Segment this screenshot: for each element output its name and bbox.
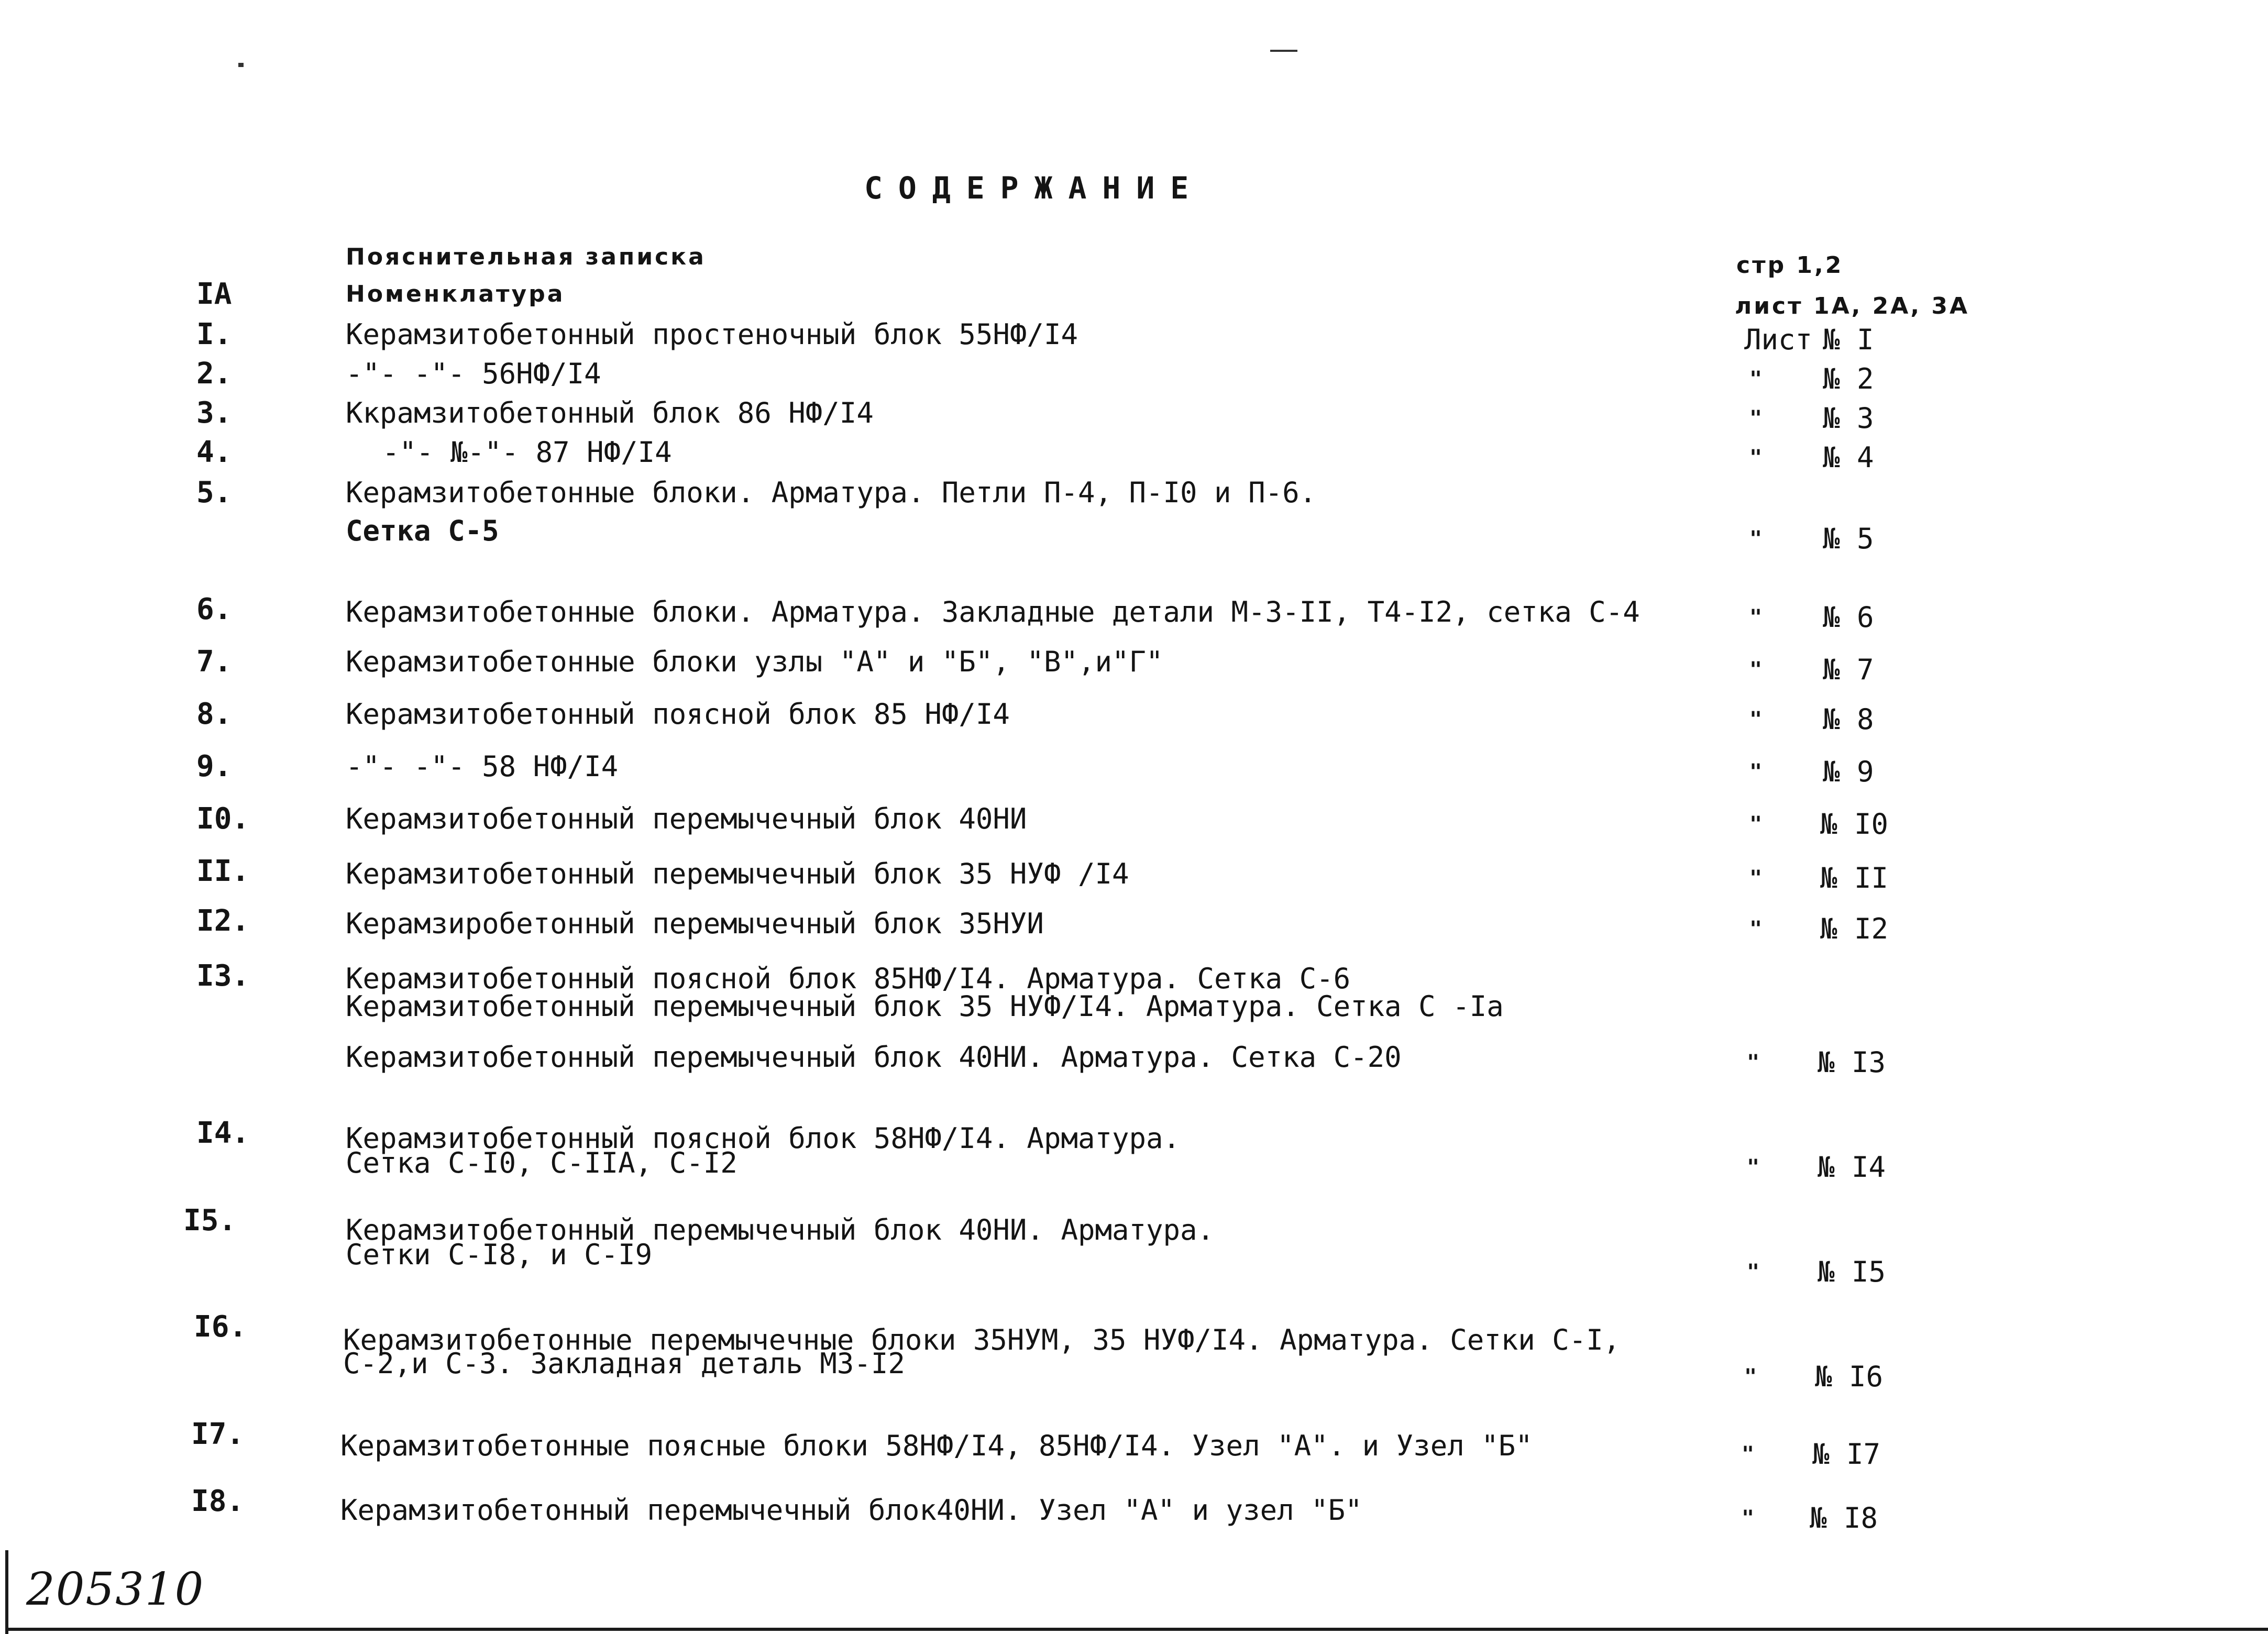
item-number: 8. [196, 697, 232, 731]
item-title: Керамзитобетонные поясные блоки 58НФ/I4, 85НФ/I4. Узел "А". и Узел "Б" [340, 1429, 1533, 1462]
item-sheet: № I0 [1820, 808, 1889, 841]
item-number: I5. [183, 1204, 237, 1238]
item-title: Керамзитобетонный перемычечный блок40НИ. Узел "А" и узел "Б" [340, 1494, 1362, 1527]
item-title-line: Сетки С-I8, и С-I9 [346, 1238, 653, 1271]
item-sheet: № 5 [1823, 522, 1874, 555]
handwritten-number: 205310 [26, 1563, 205, 1616]
item-number: I0. [196, 802, 250, 836]
item-title: Керамзиробетонный перемычечный блок 35НУИ [346, 907, 1044, 940]
ditto-mark: " [1749, 658, 1763, 682]
item-title: Керамзитобетонный перемычечный блок 40НИ. Арматура. [346, 1213, 1215, 1246]
ditto-mark: " [1742, 1442, 1755, 1466]
ditto-mark: " [1749, 708, 1763, 732]
item-title: Керамзитобетонный поясной блок 85 НФ/I4 [346, 698, 1010, 731]
item-number: I. [196, 317, 232, 351]
item-sheet: № I8 [1810, 1501, 1878, 1534]
explanatory-note-ref: стр 1,2 [1736, 252, 1844, 279]
item-number: 7. [196, 645, 232, 679]
item-sheet: № I6 [1815, 1360, 1884, 1393]
item-number: I2. [196, 904, 250, 938]
scan-dash [1270, 50, 1297, 52]
item-title: Керамзитобетонный поясной блок 58НФ/I4. Арматура. [346, 1122, 1181, 1155]
ditto-mark: " [1749, 527, 1763, 551]
item-number: I6. [194, 1310, 247, 1344]
ditto-mark: " [1749, 760, 1763, 784]
item-sheet: № II [1820, 862, 1889, 895]
ditto-mark: " [1747, 1260, 1760, 1284]
item-title: -"- -"- 56НФ/I4 [346, 357, 601, 390]
item-sheet: № 2 [1823, 362, 1874, 395]
page-title: СОДЕРЖАНИЕ [864, 170, 1205, 206]
item-number: 3. [196, 396, 232, 430]
ditto-mark: " [1749, 866, 1763, 890]
item-number: 9. [196, 749, 232, 783]
item-sheet: № I7 [1812, 1438, 1881, 1471]
nomenclature-number: IA [196, 277, 232, 311]
ditto-mark: " [1744, 1365, 1757, 1389]
item-sheet: № 8 [1823, 703, 1874, 736]
item-title: Керамзитобетонный простеночный блок 55НФ/I4 [346, 318, 1078, 351]
ditto-mark: " [1747, 1155, 1760, 1179]
ditto-mark: " [1749, 605, 1763, 630]
frame-bottom-line [5, 1628, 2268, 1631]
item-number: 2. [196, 357, 232, 391]
item-sheet: № I2 [1820, 912, 1889, 945]
nomenclature-label: Номенклатура [346, 281, 565, 307]
item-title-line: С-2,и С-3. Закладная деталь МЗ-I2 [343, 1347, 905, 1380]
ditto-mark: " [1749, 917, 1763, 941]
item-number: I4. [196, 1116, 250, 1150]
scan-speck [238, 63, 244, 67]
item-sheet: № 4 [1823, 441, 1874, 474]
item-sheet: № I4 [1818, 1151, 1886, 1184]
item-number: I3. [196, 959, 250, 993]
item-title: -"- -"- 58 НФ/I4 [346, 750, 619, 783]
item-title: Керамзитобетонные блоки узлы "А" и "Б", "В",и"Г" [346, 645, 1163, 678]
item-title: Керамзитобетонный перемычечный блок 35 НУФ /I4 [346, 857, 1129, 890]
item-title: Ккрамзитобетонный блок 86 НФ/I4 [346, 396, 874, 429]
item-number: 6. [196, 592, 232, 626]
ditto-mark: " [1747, 1051, 1760, 1075]
ditto-mark: " [1749, 406, 1763, 430]
ditto-mark: " [1749, 367, 1763, 391]
item-title-line: Сетка С-I0, С-IIА, С-I2 [346, 1146, 737, 1179]
item-title: Керамзитобетонный поясной блок 85НФ/I4. Арматура. Сетка С-6 [346, 962, 1351, 995]
ditto-mark: " [1742, 1506, 1755, 1530]
item-number: II. [196, 854, 250, 888]
frame-left-line [5, 1550, 8, 1634]
item-sheet: № I3 [1818, 1046, 1886, 1079]
item-title-line: Керамзитобетонный перемычечный блок 35 НУФ/I4. Арматура. Сетка С -Iа [346, 990, 1504, 1023]
item-title: Керамзитобетонные перемычечные блоки 35НУМ, 35 НУФ/I4. Арматура. Сетки С-I, [343, 1323, 1621, 1356]
item-number: 4. [196, 435, 232, 469]
ditto-mark: " [1749, 446, 1763, 470]
item-title: Керамзитобетонные блоки. Арматура. Закладные детали М-3-II, Т4-I2, сетка С-4 [346, 595, 1640, 628]
item-sheet: № 6 [1823, 601, 1874, 634]
item-number: I8. [191, 1484, 245, 1518]
nomenclature-ref: лист 1А, 2А, 3А [1735, 293, 1970, 319]
item-title-line: Сетка С-5 [346, 514, 499, 547]
item-sheet: № 3 [1823, 402, 1874, 435]
item-title: Керамзитобетонный перемычечный блок 40НИ [346, 802, 1027, 835]
item-sheet: № 7 [1823, 653, 1874, 686]
item-sheet: № 9 [1823, 755, 1874, 788]
explanatory-note-label: Пояснительная записка [346, 244, 706, 270]
item-title-line: Керамзитобетонный перемычечный блок 40НИ. Арматура. Сетка С-20 [346, 1041, 1402, 1074]
sheet-column-head: Лист [1744, 323, 1813, 356]
item-number: 5. [196, 476, 232, 510]
item-title: -"- №-"- 87 НФ/I4 [382, 436, 672, 469]
item-title: Керамзитобетонные блоки. Арматура. Петли П-4, П-I0 и П-6. [346, 476, 1317, 509]
item-sheet: № I5 [1818, 1255, 1886, 1288]
item-sheet: № I [1823, 323, 1874, 356]
ditto-mark: " [1749, 812, 1763, 836]
item-number: I7. [191, 1417, 245, 1451]
